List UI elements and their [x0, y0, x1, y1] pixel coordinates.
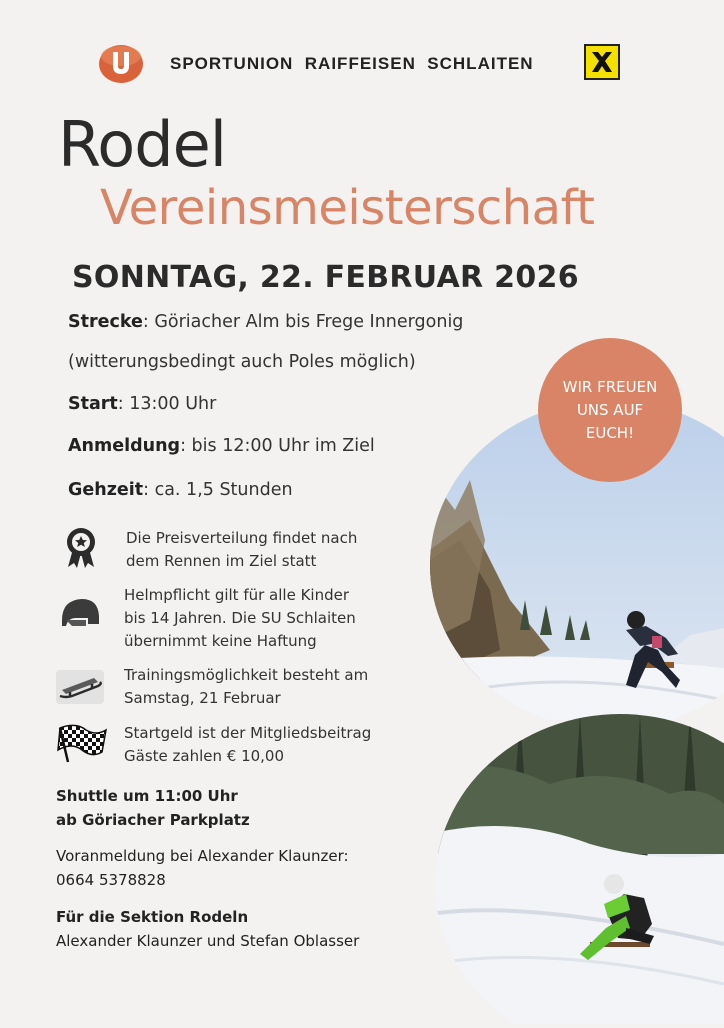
note-award-line-1: Die Preisverteilung findet nach: [126, 529, 358, 547]
walk-value: : ca. 1,5 Stunden: [143, 480, 293, 500]
route-note: (witterungsbedingt auch Poles möglich): [68, 352, 416, 372]
sledding-photo-bottom: [430, 714, 724, 1024]
preregistration-info: [56, 844, 349, 892]
shuttle-line-2: ab Göriacher Parkplatz: [56, 811, 250, 829]
section-info: [56, 905, 359, 953]
welcome-bubble: [538, 338, 682, 482]
note-helmet: [124, 584, 356, 653]
route-label: Strecke: [68, 312, 143, 332]
note-helmet-line-1: Helmpflicht gilt für alle Kinder: [124, 586, 350, 604]
note-fee-line-1: Startgeld ist der Mitgliedsbeitrag: [124, 724, 372, 742]
walk-time-line: [68, 480, 293, 500]
sled-icon: [56, 670, 104, 704]
bubble-line-3: EUCH!: [585, 423, 635, 442]
route-value: : Göriacher Alm bis Frege Innergonig: [142, 312, 464, 332]
page-subtitle: Vereinsmeisterschaft: [100, 180, 595, 236]
note-training-line-2: Samstag, 21 Februar: [124, 689, 281, 707]
sportunion-logo: [98, 44, 144, 84]
page-title: Rodel: [58, 108, 226, 181]
note-award: [126, 527, 357, 573]
note-training: [124, 664, 368, 710]
registration-line: [68, 436, 375, 456]
note-helmet-line-3: übernimmt keine Haftung: [124, 632, 317, 650]
start-value: : 13:00 Uhr: [117, 394, 217, 414]
note-training-line-1: Trainingsmöglichkeit besteht am: [124, 666, 369, 684]
preregistration-line-1: Voranmeldung bei Alexander Klaunzer:: [56, 847, 349, 865]
bubble-line-2: UNS AUF: [576, 400, 644, 419]
preregistration-phone: 0664 5378828: [56, 871, 166, 889]
raiffeisen-logo: [584, 44, 620, 80]
section-line-1: Für die Sektion Rodeln: [56, 908, 249, 926]
shuttle-line-1: Shuttle um 11:00 Uhr: [56, 787, 238, 805]
checkered-flag-icon: [56, 722, 108, 764]
start-label: Start: [68, 394, 118, 414]
route-line: [68, 312, 463, 332]
award-ribbon-icon: [64, 527, 98, 569]
start-line: [68, 394, 216, 414]
note-helmet-line-2: bis 14 Jahren. Die SU Schlaiten: [124, 609, 356, 627]
note-fee: [124, 722, 371, 768]
helmet-icon: [58, 596, 102, 632]
walk-label: Gehzeit: [68, 480, 144, 500]
event-date: SONNTAG, 22. FEBRUAR 2026: [72, 260, 579, 295]
note-fee-line-2: Gäste zahlen € 10,00: [124, 747, 285, 765]
bubble-line-1: WIR FREUEN: [562, 377, 658, 396]
section-line-2: Alexander Klaunzer und Stefan Oblasser: [56, 932, 360, 950]
shuttle-info: [56, 784, 250, 832]
registration-label: Anmeldung: [68, 436, 181, 456]
registration-value: : bis 12:00 Uhr im Ziel: [180, 436, 375, 456]
organization-name: SPORTUNION RAIFFEISEN SCHLAITEN: [170, 54, 534, 73]
note-award-line-2: dem Rennen im Ziel statt: [126, 552, 317, 570]
